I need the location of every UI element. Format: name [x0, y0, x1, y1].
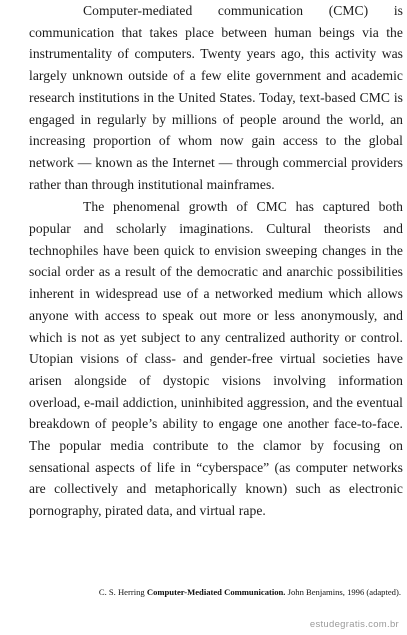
citation-title: Computer-Mediated Communication. — [146, 587, 286, 597]
citation-author: C. S. Herring — [98, 587, 145, 597]
paragraph-2: The phenomenal growth of CMC has captured both popular and scholarly imaginations. Cultural theorists and technophiles have been quick to envision sweeping changes in the social order as a result of the democratic and anarchic possibilities inherent in widespread use of a networked medium which allows anyone with access to speak out more or less anonymously, and which is not as yet subject to any centralized authority or control. Utopian visions of class- and gender-free virtual societies have arisen alongside of dystopic visions involving information overload, e-mail addiction, uninhibited aggression, and the eventual breakdown of people’s ability to engage one another face-to-face. The popular media contribute to the clamor by focusing on sensational aspects of life in “cyberspace” (as computer networks are collectively and metaphorically known) such as electronic pornography, pirated data, and virtual rape. — [29, 199, 403, 519]
watermark: estudegratis.com.br — [309, 619, 399, 630]
citation-publisher: John Benjamins, 1996 (adapted). — [287, 587, 401, 597]
paragraph-1: Computer-mediated communication (CMC) is communication that takes place between human beings via the instrumentality of computers. Twenty years ago, this activity was largely unknown outside of a few elite government and academic research institutions in the United States. Today, text-based CMC is engaged in regularly by millions of people around the world, an increasing proportion of whom now gain access to the global network — known as the Internet — through commercial providers rather than through institutional mainframes. — [29, 3, 403, 192]
citation — [99, 587, 401, 597]
article-body — [29, 0, 403, 522]
